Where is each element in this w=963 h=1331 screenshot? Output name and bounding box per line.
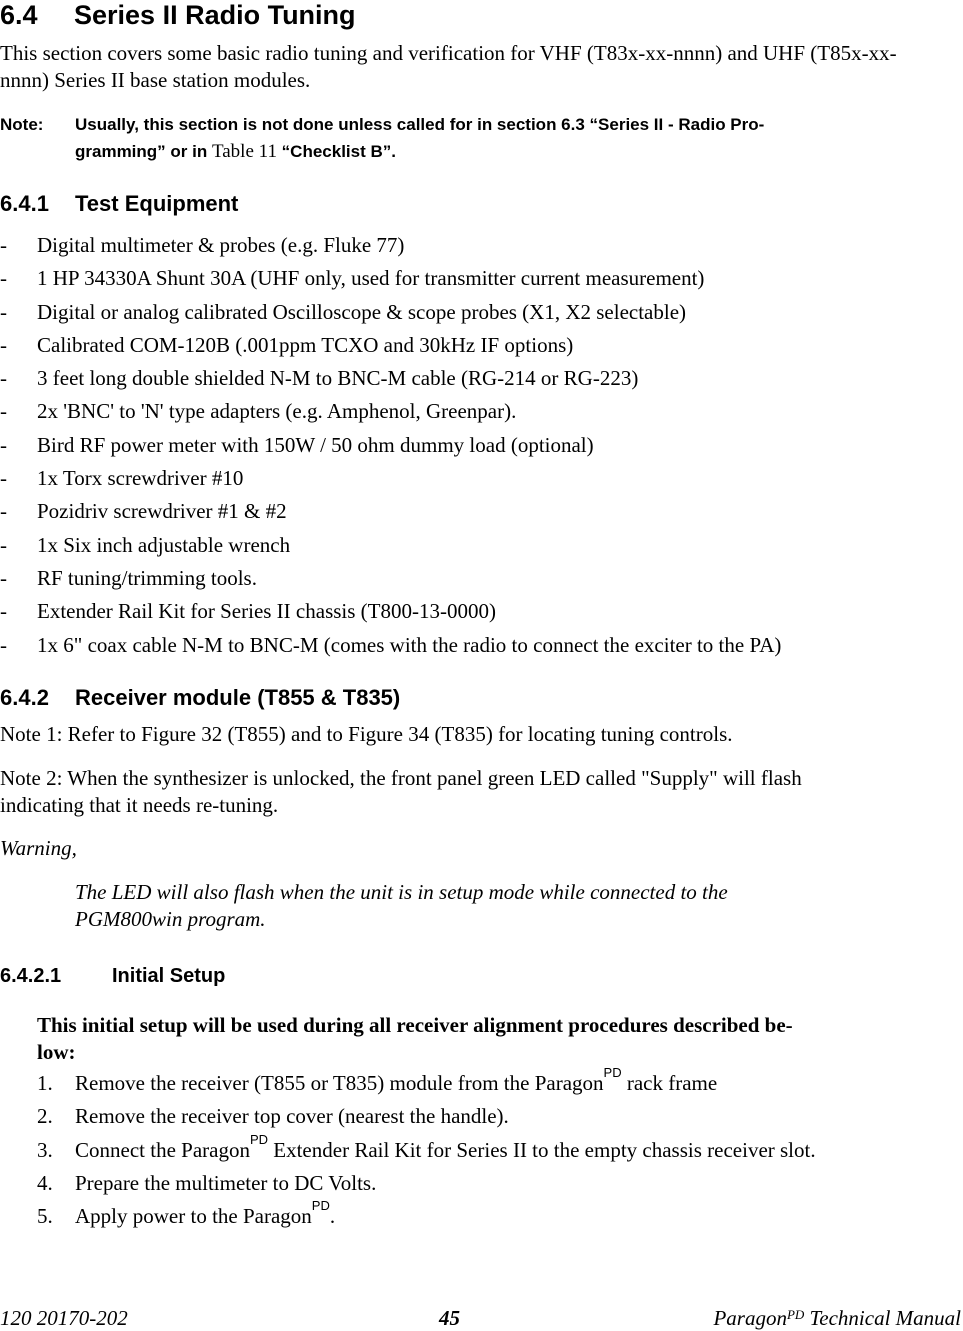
receiver-note-2: Note 2: When the synthesizer is unlocked, the front panel green LED called "Supply" will flash indicating that it needs re-tuning. bbox=[0, 766, 802, 817]
subsection-number: 6.4.1 bbox=[0, 191, 49, 216]
warning-text: The LED will also flash when the unit is in setup mode while connected to the PGM800win program. bbox=[75, 880, 728, 931]
footer-page-number: 45 bbox=[439, 1306, 460, 1330]
receiver-note-1: Note 1: Refer to Figure 32 (T855) and to Figure 34 (T835) for locating tuning controls. bbox=[0, 722, 733, 746]
note-line-1: Usually, this section is not done unless called for in section 6.3 “Series II - Radio Pro- bbox=[75, 115, 765, 134]
list-item: - Digital or analog calibrated Oscilloscope & scope probes (X1, X2 selectable) bbox=[0, 299, 687, 324]
subsection-number: 6.4.2 bbox=[0, 685, 49, 710]
subsection-title: Test Equipment bbox=[75, 191, 239, 216]
footer-doc-number: 120 20170-202 bbox=[0, 1306, 128, 1330]
list-item: 5. Apply power to the Paragon$^{PD}$. bbox=[37, 1198, 336, 1229]
list-item: 1. Remove the receiver (T855 or T835) module from the Paragon$^{PD}$ rack frame bbox=[37, 1065, 718, 1095]
section-heading bbox=[0, 0, 356, 30]
subsubsection-heading-initial-setup bbox=[0, 964, 225, 988]
setup-steps bbox=[37, 1065, 816, 1234]
section-number: 6.4 bbox=[0, 0, 38, 30]
note-line-2b: “Checklist B”. bbox=[276, 142, 396, 161]
equipment-list bbox=[0, 230, 781, 663]
section-title: Series II Radio Tuning bbox=[74, 0, 356, 30]
list-item: - 1x Torx screwdriver #10 bbox=[0, 466, 244, 491]
footer-manual-title: Paragon$^{PD}$ Technical Manual bbox=[713, 1306, 961, 1330]
note-line-2a: gramming” or in bbox=[75, 142, 212, 161]
list-item: 3. Connect the Paragon$^{PD}$ Extender Rail Kit for Series II to the empty chassis receiver slot. bbox=[37, 1131, 816, 1162]
list-item: - 2x 'BNC' to 'N' type adapters (e.g. Amphenol, Greenpar). bbox=[0, 399, 517, 424]
subsubsection-title: Initial Setup bbox=[112, 965, 226, 987]
subsection-title: Receiver module (T855 & T835) bbox=[75, 685, 401, 710]
subsection-heading-test-equipment bbox=[0, 191, 238, 217]
list-item: - 3 feet long double shielded N-M to BNC-M cable (RG-214 or RG-223) bbox=[0, 366, 639, 391]
setup-lead-text: This initial setup will be used during all receiver alignment procedures described be- low: bbox=[37, 1013, 793, 1064]
list-item: - Calibrated COM-120B (.001ppm TCXO and 30kHz IF options) bbox=[0, 332, 574, 357]
note-block bbox=[0, 111, 764, 165]
list-item: 4. Prepare the multimeter to DC Volts. bbox=[37, 1170, 377, 1195]
list-item: - Bird RF power meter with 150W / 50 ohm dummy load (optional) bbox=[0, 432, 594, 457]
subsection-heading-receiver bbox=[0, 685, 400, 711]
table-reference: Table 11 bbox=[211, 141, 277, 162]
list-item: - Digital multimeter & probes (e.g. Fluke 77) bbox=[0, 233, 405, 257]
subsubsection-number: 6.4.2.1 bbox=[0, 965, 62, 987]
list-item: - Extender Rail Kit for Series II chassis (T800-13-0000) bbox=[0, 599, 496, 624]
list-item: - 1x 6" coax cable N-M to BNC-M (comes with the radio to connect the exciter to the PA) bbox=[0, 632, 782, 657]
list-item: - 1 HP 34330A Shunt 30A (UHF only, used for transmitter current measurement) bbox=[0, 266, 705, 291]
list-item: 2. Remove the receiver top cover (nearest the handle). bbox=[37, 1104, 509, 1129]
list-item: - Pozidriv screwdriver #1 & #2 bbox=[0, 499, 287, 524]
list-item: - 1x Six inch adjustable wrench bbox=[0, 532, 291, 557]
warning-label: Warning, bbox=[0, 836, 77, 860]
note-label: Note: bbox=[0, 115, 44, 134]
list-item: - RF tuning/trimming tools. bbox=[0, 565, 257, 590]
intro-paragraph: This section covers some basic radio tuning and verification for VHF (T83x-xx-nnnn) and UHF (T85x-xx-nnnn) Series II base station modules. bbox=[0, 41, 897, 92]
